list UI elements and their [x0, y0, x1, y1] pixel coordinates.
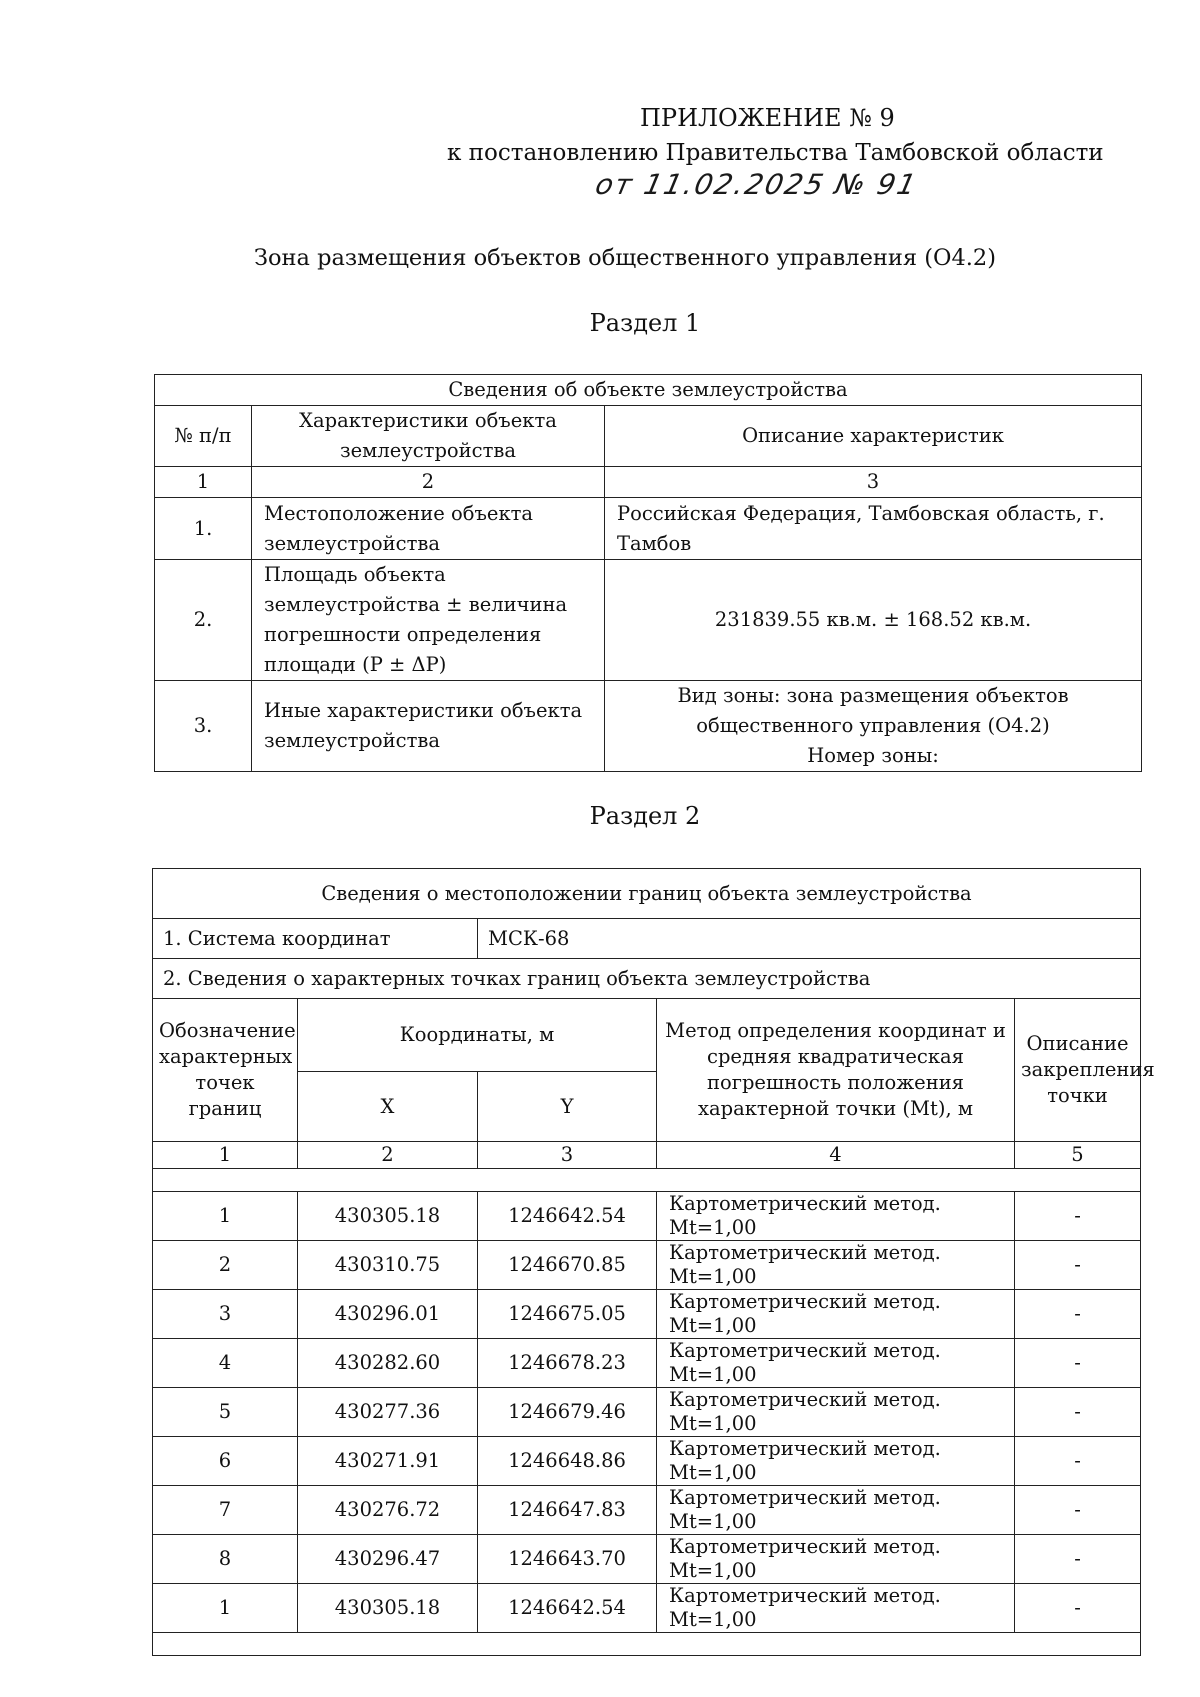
point-number: 4 — [153, 1339, 298, 1388]
point-x: 430305.18 — [298, 1192, 478, 1241]
column-number: 3 — [605, 467, 1142, 498]
table-row — [153, 1290, 1141, 1339]
column-header: X — [298, 1072, 478, 1142]
point-x: 430276.72 — [298, 1486, 478, 1535]
point-x: 430296.01 — [298, 1290, 478, 1339]
point-fixing: - — [1015, 1339, 1141, 1388]
table-row — [153, 1339, 1141, 1388]
point-method: Картометрический метод. Mt=1,00 — [657, 1535, 1015, 1584]
point-number: 1 — [153, 1192, 298, 1241]
table-row — [153, 1584, 1141, 1633]
section-1-heading: Раздел 1 — [589, 309, 701, 337]
row-number: 2. — [155, 560, 252, 681]
column-number: 2 — [252, 467, 605, 498]
column-number: 3 — [478, 1142, 657, 1169]
point-number: 1 — [153, 1584, 298, 1633]
coordinate-system-value: МСК-68 — [478, 919, 1141, 959]
empty-row — [153, 1633, 1141, 1656]
table-row — [153, 1241, 1141, 1290]
column-header: Описание характеристик — [605, 406, 1142, 467]
decree-reference: к постановлению Правительства Тамбовской области — [447, 140, 1104, 166]
point-fixing: - — [1015, 1192, 1141, 1241]
point-y: 1246679.46 — [478, 1388, 657, 1437]
column-header: Y — [478, 1072, 657, 1142]
empty-row — [153, 1169, 1141, 1192]
point-y: 1246678.23 — [478, 1339, 657, 1388]
column-number: 2 — [298, 1142, 478, 1169]
row-value: Российская Федерация, Тамбовская область, г. Тамбов — [605, 498, 1142, 560]
row-value: 231839.55 кв.м. ± 168.52 кв.м. — [605, 560, 1142, 681]
point-x: 430271.91 — [298, 1437, 478, 1486]
row-number: 1. — [155, 498, 252, 560]
document-title: Зона размещения объектов общественного управления (О4.2) — [253, 245, 997, 271]
point-fixing: - — [1015, 1241, 1141, 1290]
point-x: 430305.18 — [298, 1584, 478, 1633]
section-2-heading: Раздел 2 — [589, 802, 701, 830]
point-y: 1246670.85 — [478, 1241, 657, 1290]
point-x: 430277.36 — [298, 1388, 478, 1437]
point-fixing: - — [1015, 1290, 1141, 1339]
table-row — [153, 1437, 1141, 1486]
table-row — [153, 1192, 1141, 1241]
point-y: 1246675.05 — [478, 1290, 657, 1339]
point-fixing: - — [1015, 1437, 1141, 1486]
column-number: 5 — [1015, 1142, 1141, 1169]
point-number: 6 — [153, 1437, 298, 1486]
column-header: Координаты, м — [298, 999, 657, 1072]
point-x: 430310.75 — [298, 1241, 478, 1290]
row-number: 3. — [155, 681, 252, 772]
point-number: 5 — [153, 1388, 298, 1437]
point-number: 7 — [153, 1486, 298, 1535]
row-value — [605, 681, 1142, 772]
points-section-title: 2. Сведения о характерных точках границ объекта землеустройства — [153, 959, 1141, 999]
boundary-points-table — [152, 868, 1155, 1656]
table-title: Сведения о местоположении границ объекта землеустройства — [153, 869, 1141, 919]
point-fixing: - — [1015, 1388, 1141, 1437]
table-row — [153, 1486, 1141, 1535]
row-label: Площадь объекта землеустройства ± величина погрешности определения площади (P ± ΔP) — [252, 560, 605, 681]
column-header: Характеристики объекта землеустройства — [252, 406, 605, 467]
point-method: Картометрический метод. Mt=1,00 — [657, 1388, 1015, 1437]
point-method: Картометрический метод. Mt=1,00 — [657, 1290, 1015, 1339]
point-y: 1246647.83 — [478, 1486, 657, 1535]
point-x: 430282.60 — [298, 1339, 478, 1388]
table-row — [155, 498, 1142, 560]
point-x: 430296.47 — [298, 1535, 478, 1584]
column-header: Обозначение характерных точек границ — [153, 999, 298, 1142]
handwritten-date-signature: от 11.02.2025 № 91 — [592, 168, 921, 201]
point-number: 8 — [153, 1535, 298, 1584]
coordinate-system-label: 1. Система координат — [153, 919, 478, 959]
column-header: Метод определения координат и средняя квадратическая погрешность положения характерной точки (Mt), м — [657, 999, 1015, 1142]
column-header: № п/п — [155, 406, 252, 467]
point-method: Картометрический метод. Mt=1,00 — [657, 1241, 1015, 1290]
table-row — [155, 560, 1142, 681]
point-y: 1246648.86 — [478, 1437, 657, 1486]
point-fixing: - — [1015, 1486, 1141, 1535]
point-method: Картометрический метод. Mt=1,00 — [657, 1437, 1015, 1486]
point-method: Картометрический метод. Mt=1,00 — [657, 1192, 1015, 1241]
column-number: 1 — [153, 1142, 298, 1169]
point-y: 1246643.70 — [478, 1535, 657, 1584]
land-object-info-table — [154, 374, 1142, 772]
column-number: 4 — [657, 1142, 1015, 1169]
point-number: 2 — [153, 1241, 298, 1290]
point-fixing: - — [1015, 1535, 1141, 1584]
appendix-number: ПРИЛОЖЕНИЕ № 9 — [640, 104, 895, 132]
point-method: Картометрический метод. Mt=1,00 — [657, 1486, 1015, 1535]
table-row — [153, 1535, 1141, 1584]
zone-number: Номер зоны: — [807, 744, 939, 767]
row-label: Местоположение объекта землеустройства — [252, 498, 605, 560]
point-number: 3 — [153, 1290, 298, 1339]
point-y: 1246642.54 — [478, 1584, 657, 1633]
row-label: Иные характеристики объекта землеустройства — [252, 681, 605, 772]
column-number: 1 — [155, 467, 252, 498]
zone-type-line: общественного управления (О4.2) — [696, 714, 1050, 737]
column-header: Описание закрепления точки — [1015, 999, 1141, 1142]
table-row — [155, 681, 1142, 772]
point-y: 1246642.54 — [478, 1192, 657, 1241]
zone-type-line: Вид зоны: зона размещения объектов — [677, 684, 1069, 707]
point-method: Картометрический метод. Mt=1,00 — [657, 1339, 1015, 1388]
table-title: Сведения об объекте землеустройства — [155, 375, 1142, 406]
point-method: Картометрический метод. Mt=1,00 — [657, 1584, 1015, 1633]
table-row — [153, 1388, 1141, 1437]
point-fixing: - — [1015, 1584, 1141, 1633]
